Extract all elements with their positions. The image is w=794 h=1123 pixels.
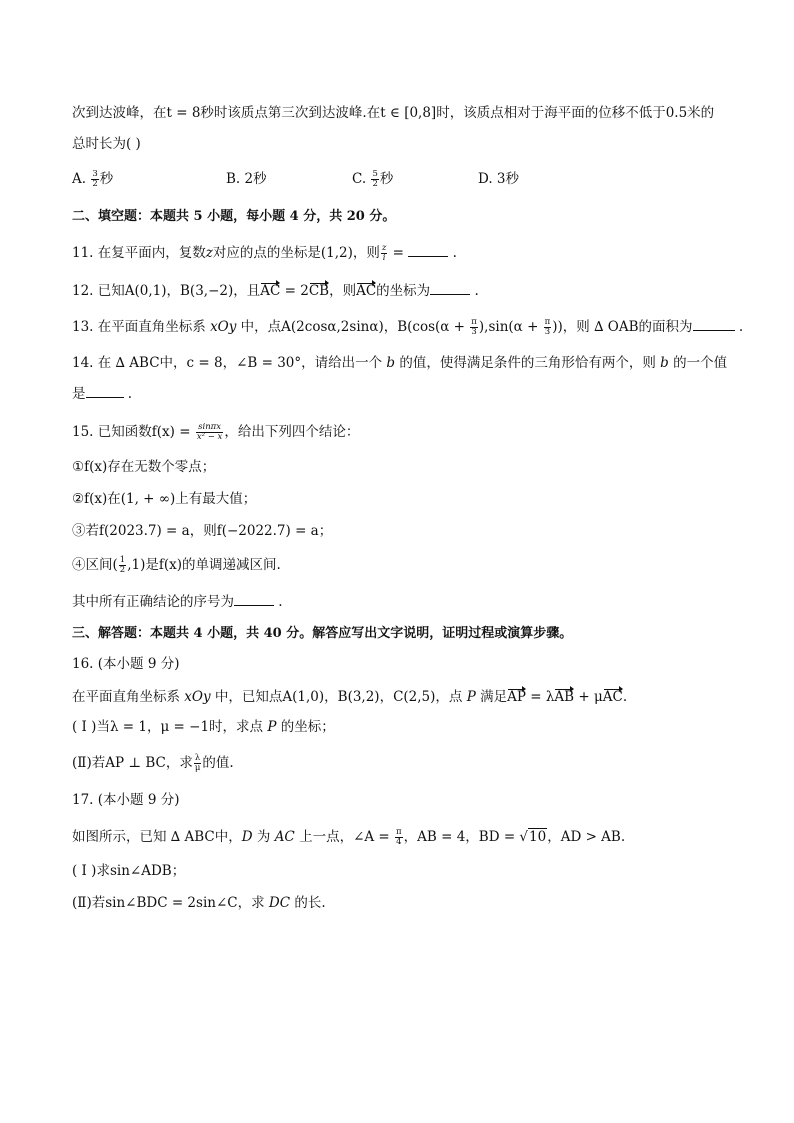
q10-option-b: B. 2秒 [226,171,267,187]
q17-title: 17. (本小题 9 分) [72,792,180,808]
q15-conclusion-2: ②f(x)在(1, + ∞)上有最大值； [72,491,257,507]
q17-stem: 如图所示，已知 ∆ ABC中，D 为 AC 上一点，∠A = $\frac{\pi}{4}$ ，AB = 4，BD = √10，AD > AB. [72,827,626,847]
q10-option-c: C. $\frac{5}{2}$ 秒 [352,169,394,189]
q10-line1: 次到达波峰，在t = 8秒时该质点第三次到达波峰.在t ∈ [0,8]时，该质点相对于海平面的位移不低于0.5米的 [72,105,715,121]
q16-part1: ( Ⅰ )当λ = 1，μ = −1时，求点 P 的坐标； [72,719,335,735]
answer-blank [430,282,470,295]
q15-stem: 15. 已知函数f(x) = $\frac{\sin\pi x}{\text{x² − x}}$ ，给出下列四个结论： [72,422,360,442]
sqrt-symbol: √10 [519,829,547,845]
answer-blank [693,318,735,331]
answer-blank [86,385,124,398]
q15-conclusion-1: ①f(x)存在无数个零点； [72,459,216,475]
q15-question: 其中所有正确结论的序号为 . [72,594,283,610]
q17-part1: ( Ⅰ )求sin∠ADB； [72,863,186,879]
q10-option-d: D. 3秒 [478,171,520,187]
q10-option-a: A. $\frac{3}{2}$ 秒 [72,169,114,189]
q14-line1: 14. 在 ∆ ABC中，c = 8，∠B = 30°，请给出一个 b 的值，使得满足条件的三角形恰有两个，则 b 的一个值 [72,355,728,371]
q16-part2: (Ⅱ)若AP ⊥ BC，求 $\frac{\lambda}{\mu}$ 的值. [72,753,234,773]
section-fill-in-heading: 二、填空题：本题共 5 小题，每小题 4 分，共 20 分。 [72,209,396,224]
q13: 13. 在平面直角坐标系 xOy 中，点A(2cosα,2sinα)，B(cos(α + $\frac{\pi}{3}$ ),sin(α + $\frac{\pi}{3}$ ))，则 ∆ OAB的面积为 . [72,317,744,337]
q15-conclusion-3: ③若f(2023.7) = a，则f(−2022.7) = a； [72,523,333,539]
q17-part2: (Ⅱ)若sin∠BDC = 2sin∠C，求 DC 的长. [72,895,326,911]
q12: 12. 已知A(0,1)，B(3,−2)，且AC = 2CB，则AC的坐标为 . [72,283,479,299]
q10-line2: 总时长为( ) [72,136,141,152]
section-solutions-heading: 三、解答题：本题共 4 小题，共 40 分。解答应写出文字说明，证明过程或演算步骤。 [72,626,573,641]
q11: 11. 在复平面内，复数z对应的点的坐标是(1,2)，则 $\frac{z}{i}$ = . [72,243,457,263]
q16-stem: 在平面直角坐标系 xOy 中，已知点A(1,0)，B(3,2)，C(2,5)，点 P 满足AP = λAB + μAC. [72,689,628,705]
q15-conclusion-4: ④区间( $\frac{1}{2}$ ,1)是f(x)的单调递减区间. [72,555,281,575]
answer-blank [234,593,274,606]
q16-title: 16. (本小题 9 分) [72,656,180,672]
q14-line2: 是 . [72,386,133,402]
answer-blank [408,244,448,257]
